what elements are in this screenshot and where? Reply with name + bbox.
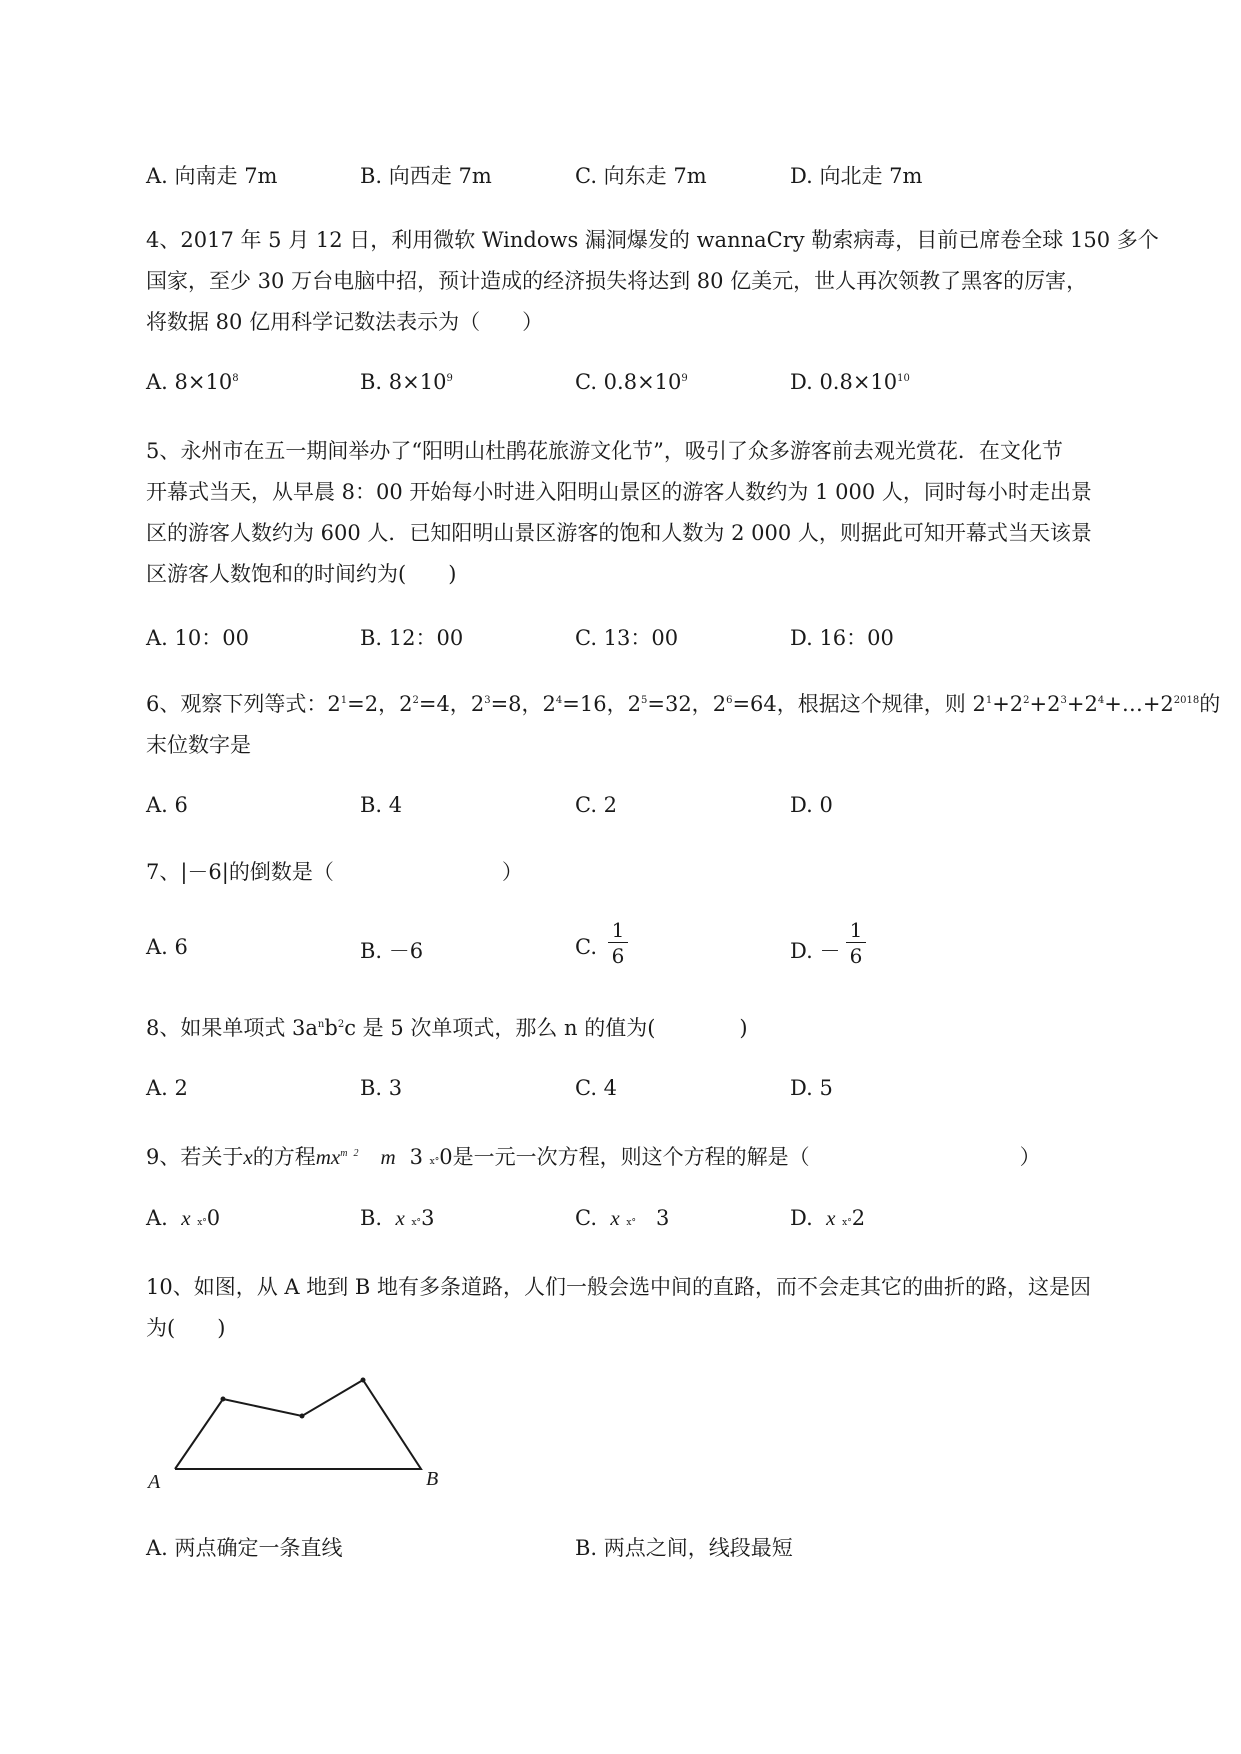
q10-path-vertex (300, 1414, 305, 1419)
q10-path-vertex (361, 1378, 366, 1383)
q8-stem: 8、如果单项式 $3a^nb^2c$ 是 5 次单项式，那么 n 的值为( ) (146, 1016, 748, 1040)
q7-option-c-fraction (608, 918, 628, 969)
q7-option-d-label: D. － (790, 939, 841, 963)
q7-option-c-denominator: 6 (611, 944, 625, 968)
q6-stem-line1: 6、观察下列等式：$2^1=2$，$2^2=4$，$2^3=8$，$2^4=16$，$2^5=32$，$2^6=64$，根据这个规律，则 $2^1+2^2+2^3+2^4+\dots+2^{2018}$的 (146, 692, 1221, 716)
q7-option-a: A. 6 (146, 935, 188, 959)
q5-stem-line4: 区游客人数饱和的时间约为( ) (146, 562, 457, 586)
q5-option-d: D. 16：00 (790, 626, 894, 650)
q4-option-b: B. $8\times 10^9$ (360, 370, 453, 394)
q7-option-c-label: C. (575, 935, 597, 959)
q8-option-a: A. 2 (146, 1076, 188, 1100)
q10-path-lines (175, 1380, 421, 1469)
q5-stem-line1: 5、永州市在五一期间举办了“阳明山杜鹃花旅游文化节”，吸引了众多游客前去观光赏花．在文化节 (146, 439, 1063, 463)
q9-option-a: A. x x°0 (146, 1206, 221, 1230)
q4-stem-line1: 4、2017 年 5 月 12 日，利用微软 Windows 漏洞爆发的 wannaCry 勒索病毒，目前已席卷全球 150 多个 (146, 228, 1159, 252)
q7-option-d-numerator: 1 (846, 918, 866, 943)
q4-option-a: A. $8\times 10^8$ (146, 370, 239, 394)
q10-option-a: A. 两点确定一条直线 (146, 1536, 343, 1560)
q7-option-c-numerator: 1 (608, 918, 628, 943)
q10-path-figure (140, 1370, 460, 1500)
q3-option-d: D. 向北走 7m (790, 164, 923, 188)
q9-option-c: C. x x° 3 (575, 1206, 670, 1230)
q10-stem-line1: 10、如图，从 A 地到 B 地有多条道路，人们一般会选中间的直路，而不会走其它的曲折的路，这是因 (146, 1275, 1092, 1299)
q10-point-b-label: B (426, 1468, 439, 1490)
q4-stem-line3: 将数据 80 亿用科学记数法表示为（ ） (146, 310, 544, 334)
q6-option-d: D. 0 (790, 793, 833, 817)
q10-path-vertex (221, 1397, 226, 1402)
q10-option-b: B. 两点之间，线段最短 (575, 1536, 793, 1560)
q9-option-b: B. x x°3 (360, 1206, 435, 1230)
q6-option-b: B. 4 (360, 793, 403, 817)
q10-point-a-label: A (148, 1471, 161, 1493)
q4-option-c: C. $0.8\times 10^9$ (575, 370, 688, 394)
q8-option-d: D. 5 (790, 1076, 833, 1100)
q7-stem: 7、|－6|的倒数是（ ） (146, 860, 523, 884)
q10-stem-line2: 为( ) (146, 1316, 226, 1340)
q3-option-a: A. 向南走 7m (146, 164, 278, 188)
q8-option-c: C. 4 (575, 1076, 618, 1100)
q3-option-c: C. 向东走 7m (575, 164, 707, 188)
q5-option-a: A. 10：00 (146, 626, 249, 650)
q5-option-c: C. 13：00 (575, 626, 679, 650)
q5-stem-line2: 开幕式当天，从早晨 8：00 开始每小时进入阳明山景区的游客人数约为 1 000 人，同时每小时走出景 (146, 480, 1092, 504)
q6-option-a: A. 6 (146, 793, 188, 817)
q8-option-b: B. 3 (360, 1076, 403, 1100)
q5-stem-line3: 区的游客人数约为 600 人．已知阳明山景区游客的饱和人数为 2 000 人，则据此可知开幕式当天该景 (146, 521, 1092, 545)
q9-stem: 9、若关于x的方程$mx^m$ $^2$ m 3 x°0是一元一次方程，则这个方程的解是（ ） (146, 1145, 1041, 1169)
q9-option-d: D. x x°2 (790, 1206, 866, 1230)
q7-option-d-denominator: 6 (849, 944, 863, 968)
q7-option-d-fraction (846, 918, 866, 969)
q5-option-b: B. 12：00 (360, 626, 464, 650)
q6-stem-line2: 末位数字是 (146, 733, 251, 757)
q4-option-d: D. $0.8\times 10^{10}$ (790, 370, 910, 394)
q6-option-c: C. 2 (575, 793, 618, 817)
q3-option-b: B. 向西走 7m (360, 164, 492, 188)
q7-option-b: B. －6 (360, 939, 424, 963)
q4-stem-line2: 国家，至少 30 万台电脑中招，预计造成的经济损失将达到 80 亿美元，世人再次领教了黑客的厉害， (146, 269, 1088, 293)
